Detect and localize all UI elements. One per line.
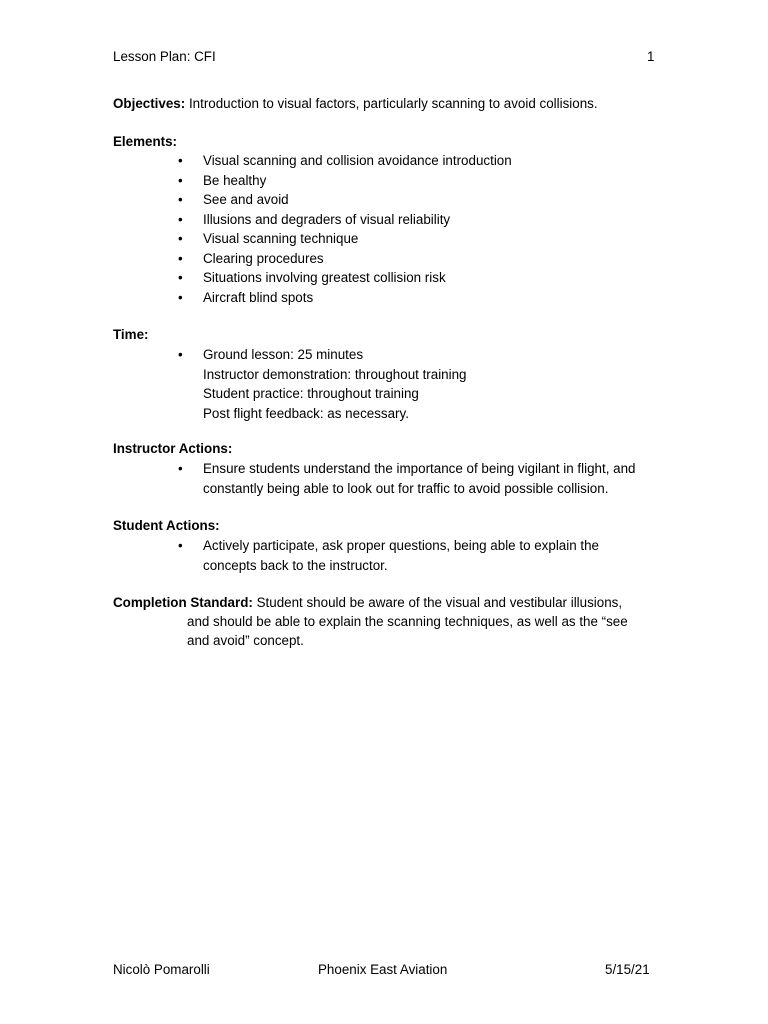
student-actions-line: Actively participate, ask proper questions, being able to explain the [203, 538, 600, 553]
page-number: 1 [647, 49, 655, 64]
bullet-icon: • [178, 538, 183, 553]
bullet-icon: • [178, 172, 183, 188]
footer-author: Nicolò Pomarolli [113, 962, 210, 977]
instructor-actions-block [203, 459, 636, 498]
time-line: Ground lesson: 25 minutes [203, 347, 364, 362]
bullet-icon: • [178, 461, 183, 476]
objectives-line [113, 94, 598, 114]
completion-standard-text: Student should be aware of the visual and vestibular illusions, [256, 595, 623, 610]
bullet-icon: • [178, 250, 183, 266]
elements-list [178, 151, 512, 307]
bullet-icon: • [178, 289, 183, 305]
list-item: • Situations involving greatest collision risk [178, 268, 512, 288]
student-actions-label: Student Actions: [113, 518, 220, 533]
time-block [203, 345, 467, 423]
list-item: • Visual scanning and collision avoidance introduction [178, 151, 512, 171]
objectives-text: Introduction to visual factors, particularly scanning to avoid collisions. [188, 96, 598, 111]
completion-standard-label: Completion Standard: [113, 595, 253, 610]
list-item: • Visual scanning technique [178, 229, 512, 249]
instructor-actions-label: Instructor Actions: [113, 441, 233, 456]
time-line: Post flight feedback: as necessary. [203, 405, 409, 421]
completion-standard-line [113, 593, 622, 613]
bullet-icon: • [178, 270, 183, 285]
bullet-icon: • [178, 153, 183, 168]
time-label: Time: [113, 327, 149, 342]
list-item: • Be healthy [178, 171, 512, 191]
student-actions-line: concepts back to the instructor. [203, 557, 388, 573]
list-item: • Aircraft blind spots [178, 288, 512, 308]
header-title: Lesson Plan: CFI [113, 49, 216, 64]
bullet-icon: • [178, 211, 183, 227]
instructor-actions-line: Ensure students understand the importance of being vigilant in flight, and [203, 461, 636, 476]
bullet-icon: • [178, 347, 183, 362]
bullet-icon: • [178, 192, 183, 207]
instructor-actions-line: constantly being able to look out for traffic to avoid possible collision. [203, 480, 609, 496]
bullet-icon: • [178, 231, 183, 246]
footer-organization: Phoenix East Aviation [318, 962, 448, 977]
time-line: Student practice: throughout training [203, 386, 419, 401]
list-item: • Clearing procedures [178, 249, 512, 269]
student-actions-block [203, 536, 599, 575]
list-item: • See and avoid [178, 190, 512, 210]
list-item: • Illusions and degraders of visual reliability [178, 210, 512, 230]
elements-label: Elements: [113, 134, 177, 149]
footer-date: 5/15/21 [605, 962, 650, 977]
time-line: Instructor demonstration: throughout training [203, 366, 467, 382]
completion-standard-line: and should be able to explain the scanning techniques, as well as the “see [187, 614, 628, 629]
objectives-label: Objectives: [113, 96, 186, 111]
completion-standard-line: and avoid” concept. [187, 633, 304, 648]
